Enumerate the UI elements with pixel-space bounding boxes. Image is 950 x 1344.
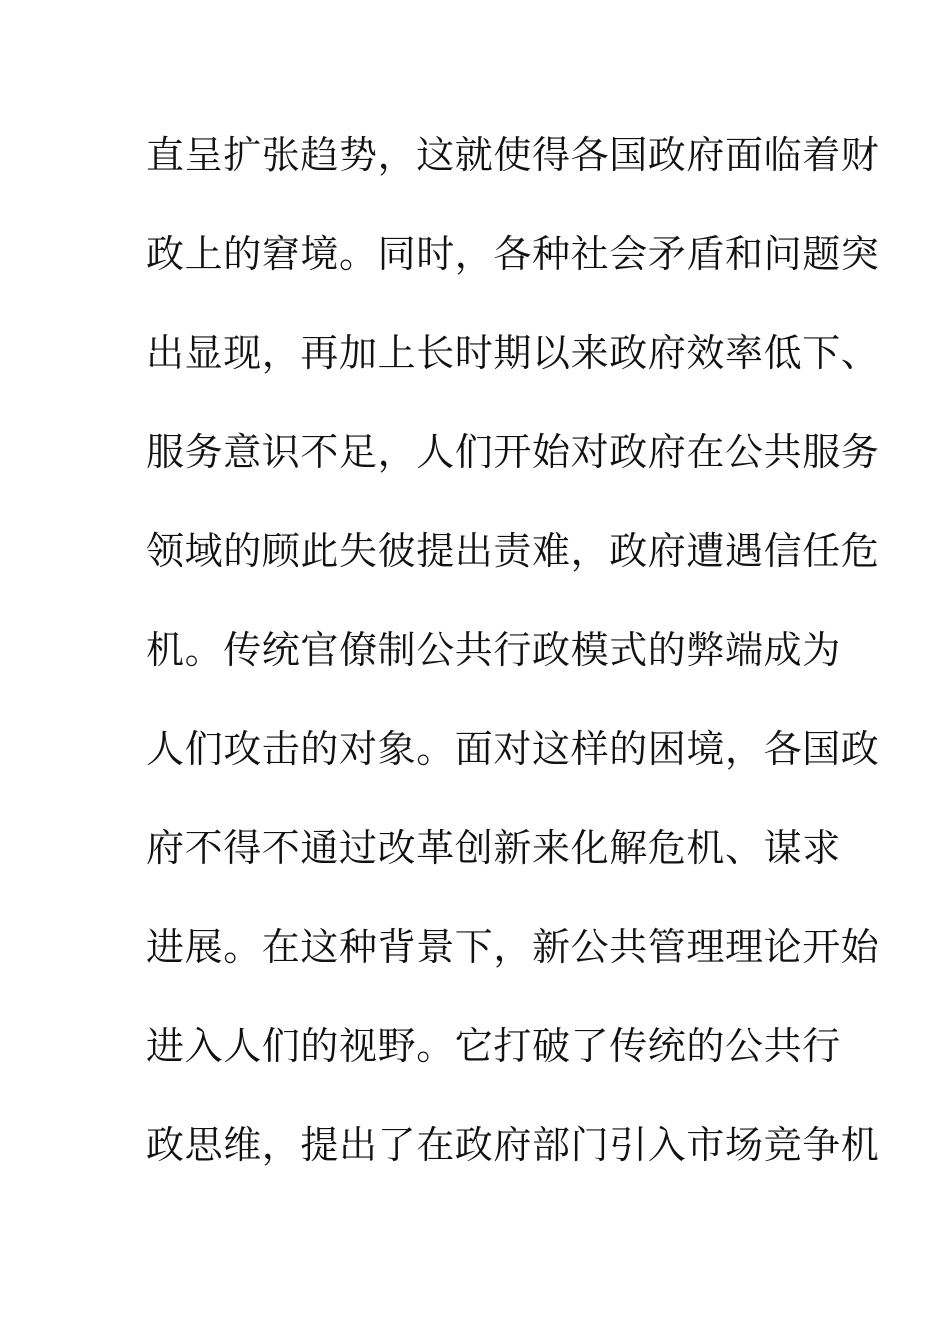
text-line: 人们攻击的对象。面对这样的困境，各国政	[146, 727, 880, 771]
text-line: 进展。在这种背景下，新公共管理理论开始	[146, 925, 880, 969]
text-line: 直呈扩张趋势，这就使得各国政府面临着财	[146, 133, 880, 177]
text-line: 机。传统官僚制公共行政模式的弊端成为	[146, 628, 841, 672]
text-line: 政思维，提出了在政府部门引入市场竞争机	[146, 1123, 880, 1167]
text-line: 政上的窘境。同时，各种社会矛盾和问题突	[146, 232, 880, 276]
text-line: 服务意识不足，人们开始对政府在公共服务	[146, 430, 880, 474]
text-line: 出显现，再加上长时期以来政府效率低下、	[146, 331, 880, 375]
body-text	[146, 124, 880, 1213]
text-line: 领域的顾此失彼提出责难，政府遭遇信任危	[146, 529, 880, 573]
text-line: 进入人们的视野。它打破了传统的公共行	[146, 1024, 841, 1068]
text-line: 府不得不通过改革创新来化解危机、谋求	[146, 826, 841, 870]
